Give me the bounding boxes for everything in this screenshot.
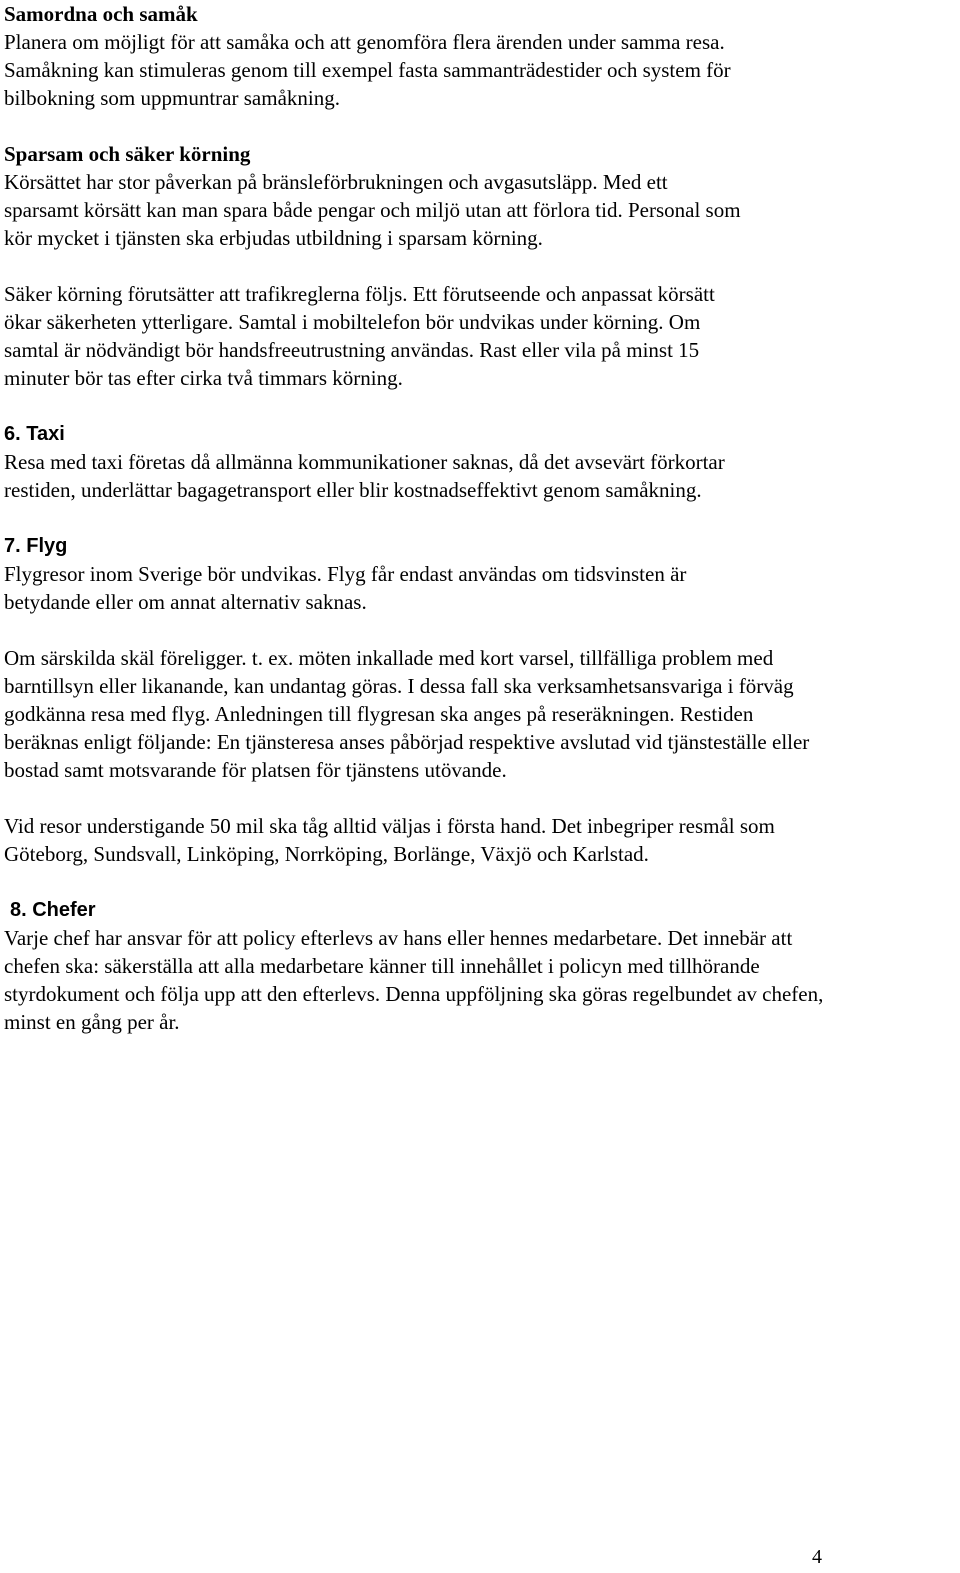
text-line: ökar säkerheten ytterligare. Samtal i mobiltelefon bör undvikas under körning. Om	[4, 310, 701, 334]
text-line: minst en gång per år.	[4, 1010, 180, 1034]
section-heading: 7. Flyg	[4, 535, 68, 557]
text-line: Flygresor inom Sverige bör undvikas. Flyg får endast användas om tidsvinsten är	[4, 562, 687, 586]
text-line: Göteborg, Sundsvall, Linköping, Norrköping, Borlänge, Växjö och Karlstad.	[4, 842, 649, 866]
page-number: 4	[812, 1546, 822, 1568]
text-line: kör mycket i tjänsten ska erbjudas utbildning i sparsam körning.	[4, 226, 543, 250]
section-sparsam	[4, 140, 956, 392]
text-line: bilbokning som uppmuntrar samåkning.	[4, 86, 340, 110]
section-heading: 8. Chefer	[10, 899, 96, 921]
section-heading: Samordna och samåk	[4, 2, 198, 26]
text-line: bostad samt motsvarande för platsen för tjänstens utövande.	[4, 758, 507, 782]
text-line: chefen ska: säkerställa att alla medarbetare känner till innehållet i policyn med tillhörande	[4, 954, 760, 978]
paragraph	[4, 28, 956, 112]
text-line: Resa med taxi företas då allmänna kommunikationer saknas, då det avsevärt förkortar	[4, 450, 725, 474]
text-line: betydande eller om annat alternativ saknas.	[4, 590, 367, 614]
text-line: samtal är nödvändigt bör handsfreeutrustning användas. Rast eller vila på minst 15	[4, 338, 700, 362]
section-taxi	[4, 420, 956, 504]
paragraph	[4, 560, 956, 616]
paragraph	[4, 168, 956, 252]
section-chefer	[4, 896, 956, 1036]
section-flyg	[4, 532, 956, 868]
text-line: Varje chef har ansvar för att policy efterlevs av hans eller hennes medarbetare. Det innebär att	[4, 926, 793, 950]
paragraph	[4, 644, 956, 784]
section-samordna	[4, 0, 956, 112]
text-line: restiden, underlättar bagagetransport eller blir kostnadseffektivt genom samåkning.	[4, 478, 702, 502]
paragraph	[4, 448, 956, 504]
text-line: barntillsyn eller likanande, kan undantag göras. I dessa fall ska verksamhetsansvariga i förväg	[4, 674, 794, 698]
section-heading: Sparsam och säker körning	[4, 142, 251, 166]
text-line: Samåkning kan stimuleras genom till exempel fasta sammanträdestider och system för	[4, 58, 731, 82]
text-line: godkänna resa med flyg. Anledningen till flygresan ska anges på reseräkningen. Restiden	[4, 702, 754, 726]
text-line: styrdokument och följa upp att den efterlevs. Denna uppföljning ska göras regelbundet av chefen,	[4, 982, 824, 1006]
document-page	[4, 0, 956, 1036]
paragraph	[4, 924, 956, 1036]
section-heading: 6. Taxi	[4, 423, 65, 445]
text-line: Om särskilda skäl föreligger. t. ex. möten inkallade med kort varsel, tillfälliga problem med	[4, 646, 774, 670]
text-line: Körsättet har stor påverkan på bränsleförbrukningen och avgasutsläpp. Med ett	[4, 170, 668, 194]
text-line: minuter bör tas efter cirka två timmars körning.	[4, 366, 403, 390]
paragraph	[4, 812, 956, 868]
text-line: Vid resor understigande 50 mil ska tåg alltid väljas i första hand. Det inbegriper resmål som	[4, 814, 775, 838]
text-line: Planera om möjligt för att samåka och att genomföra flera ärenden under samma resa.	[4, 30, 725, 54]
paragraph	[4, 280, 956, 392]
text-line: sparsamt körsätt kan man spara både pengar och miljö utan att förlora tid. Personal som	[4, 198, 741, 222]
text-line: Säker körning förutsätter att trafikreglerna följs. Ett förutseende och anpassat körsätt	[4, 282, 715, 306]
text-line: beräknas enligt följande: En tjänsteresa anses påbörjad respektive avslutad vid tjänsteställe eller	[4, 730, 810, 754]
